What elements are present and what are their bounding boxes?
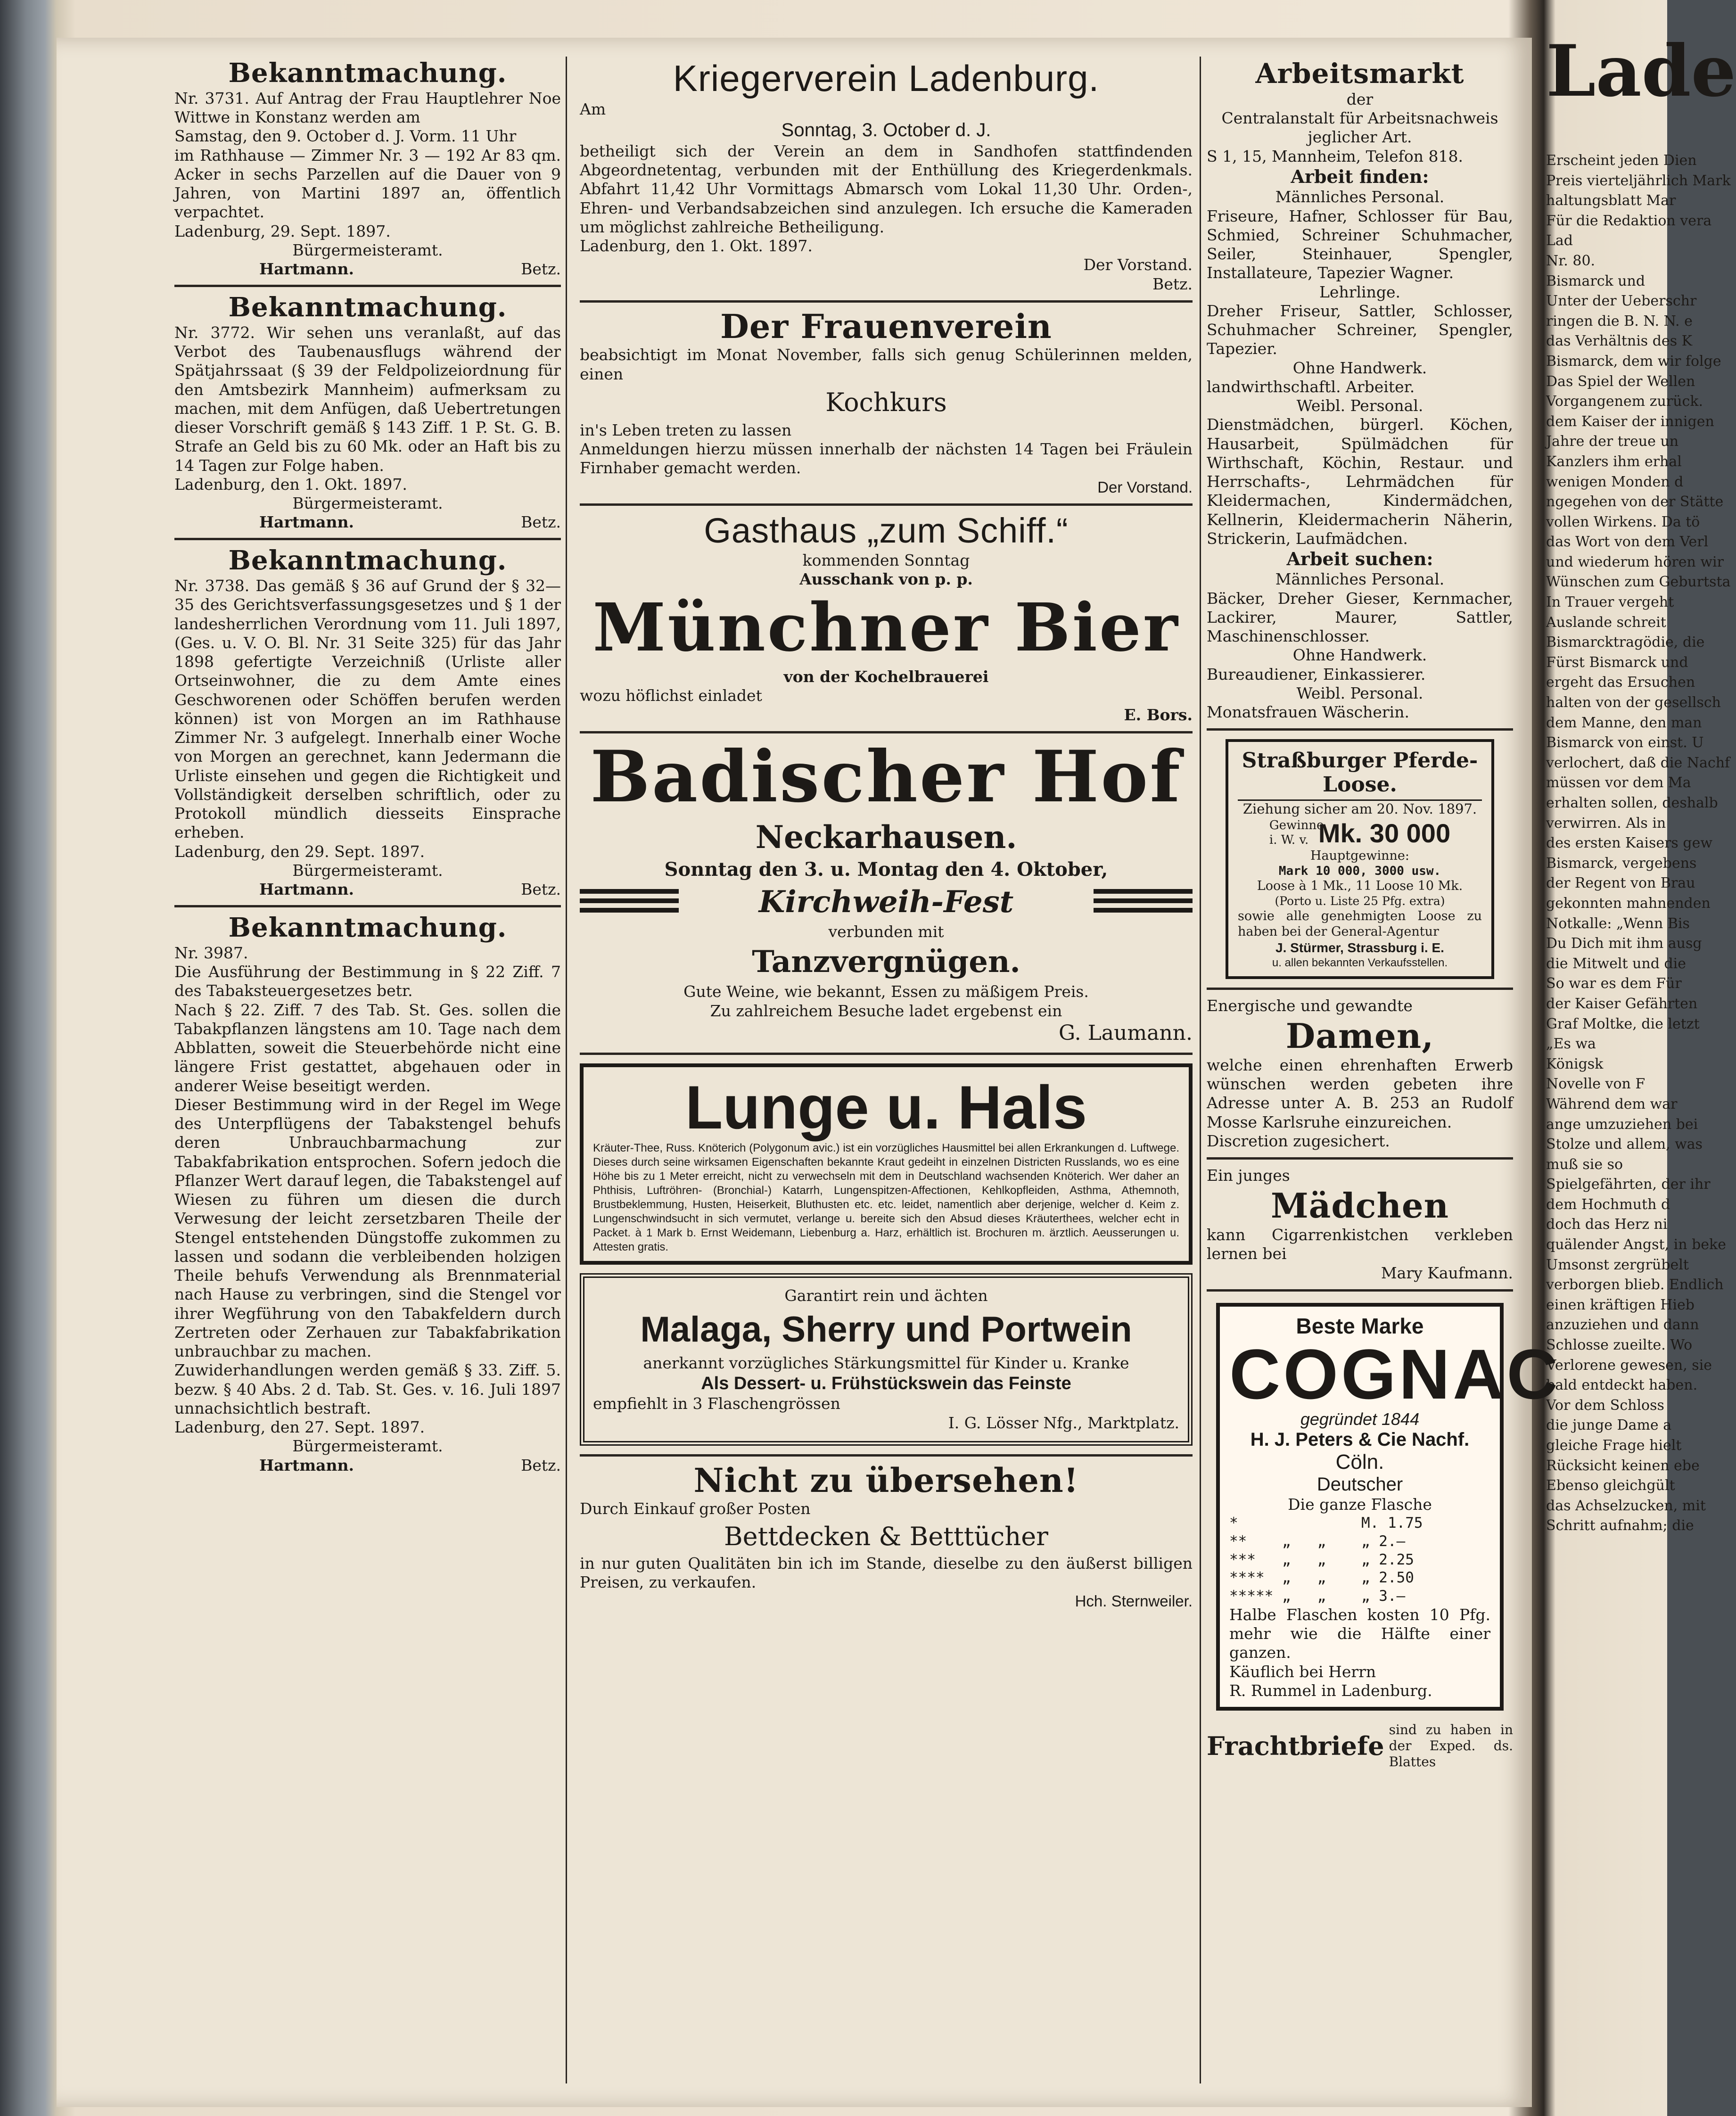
- frauen-body2: in's Leben treten zu lassen: [580, 420, 792, 439]
- next-page-line: ergeht das Ersuchen: [1546, 674, 1695, 691]
- next-page-line: gleiche Frage hielt: [1546, 1437, 1682, 1454]
- notice-text: Nach § 22. Ziff. 7 des Tab. St. Ges. sollen die Tabakpflanzen längstens am 10. Tage nach dem Abblatten, soweit die Steuerbehörde nicht eine längere Frist gestattet, abgehauen oder in anderer Weise beseitigt werden.: [174, 1000, 561, 1095]
- next-page-line: Du Dich mit ihm ausg: [1546, 935, 1702, 952]
- next-page-line: Jahre der treue un: [1546, 433, 1679, 450]
- next-page-line: ringen die B. N. N. e: [1546, 313, 1693, 329]
- divider: [1207, 728, 1513, 731]
- next-page-line: wenigen Monden d: [1546, 473, 1684, 490]
- next-page-line: Königsk: [1546, 1055, 1604, 1072]
- schiff-title: Gasthaus „zum Schiff.“: [704, 510, 1069, 550]
- fracht-word: Frachtbriefe: [1207, 1731, 1384, 1762]
- next-page-line: doch das Herz ni: [1546, 1216, 1668, 1233]
- damen-ad: [1207, 996, 1513, 1151]
- schiff-sign: E. Bors.: [1124, 705, 1193, 724]
- bekanntmachung-notice: [174, 59, 561, 278]
- notice-signature: [174, 880, 561, 898]
- schiff-l4: wozu höflichst einladet: [580, 686, 762, 705]
- next-page-line: Nr. 80.: [1546, 252, 1596, 269]
- arbeit-weibl2-list: Monatsfrauen Wäscherin.: [1207, 703, 1409, 722]
- badischer-date: Sonntag den 3. u. Montag den 4. Oktober,: [664, 858, 1108, 881]
- cognac-title: COGNAC: [1229, 1334, 1561, 1414]
- cognac-l2: Halbe Flaschen kosten 10 Pfg. mehr wie die Hälfte einer ganzen.: [1229, 1605, 1490, 1662]
- divider: [580, 731, 1193, 733]
- cognac-top: Beste Marke: [1296, 1313, 1424, 1338]
- next-page-line: dem Manne, den man: [1546, 714, 1702, 731]
- kirchweih-banner: [580, 881, 1193, 922]
- malaga-l4: empfiehlt in 3 Flaschengrössen: [593, 1394, 840, 1413]
- next-page-line: bald entdeckt haben.: [1546, 1377, 1698, 1394]
- notice-text: Zuwiderhandlungen werden gemäß § 33. Ziff. 5. bezw. § 40 Abs. 2 d. Tab. St. Ges. v. 16. Juli 1897 unnachsichtlich bestraft.: [174, 1361, 561, 1417]
- loose-l8: J. Stürmer, Strassburg i. E.: [1275, 940, 1444, 955]
- loose-amount-row: [1238, 818, 1482, 848]
- notice-text: im Rathhause — Zimmer Nr. 3 — 192 Ar 83 qm. Acker in sechs Parzellen auf die Dauer von 9 Jahren, von Martini 1897 an, öffentlich verpachtet.: [174, 146, 561, 222]
- arbeitsmarkt: [1207, 59, 1513, 722]
- next-page-line: Vorgangenem zurück.: [1546, 393, 1703, 410]
- next-page-line: Ebenso gleichgült: [1546, 1477, 1675, 1494]
- cognac-sign: R. Rummel in Ladenburg.: [1229, 1681, 1432, 1700]
- nicht-sign: Hch. Sternweiler.: [1075, 1592, 1193, 1610]
- pferde-loose-ad: [1226, 739, 1494, 979]
- malaga-ad: [580, 1273, 1193, 1446]
- divider: [174, 538, 561, 540]
- next-page-line: und wiederum hören wir: [1546, 553, 1724, 570]
- next-page-line: quälender Angst, in beke: [1546, 1236, 1726, 1253]
- next-page-line: Umsonst zergrübelt: [1546, 1256, 1689, 1273]
- krieger-body: betheiligt sich der Verein an dem in Sandhofen stattfindenden Abgeordnetentag, verbunden mit der Enthüllung des Kriegerdenkmals. Abfahrt 11,42 Uhr Vormittags Abmarsch vom Lokal 11,30 Uhr. Orden-, Ehren- und Verbandsabzeichen sind anzulegen. Ich ersuche die Kameraden um möglichst zahlreiche Betheiligung.: [580, 141, 1193, 236]
- column-rule-1: [566, 57, 567, 2083]
- cognac-l1: Die ganze Flasche: [1288, 1495, 1432, 1514]
- badischer-sign: G. Laumann.: [1059, 1021, 1193, 1045]
- maedchen-body: kann Cigarrenkistchen verkleben lernen bei: [1207, 1226, 1513, 1263]
- next-page-line: die junge Dame a: [1546, 1417, 1672, 1434]
- banner-bars-right: [1094, 889, 1193, 915]
- next-page-line: „Es wa: [1546, 1036, 1596, 1053]
- arbeit-title: Arbeitsmarkt: [1255, 58, 1464, 90]
- loose-title: Straßburger Pferde-Loose.: [1238, 749, 1482, 801]
- loose-l9: u. allen bekannten Verkaufsstellen.: [1272, 956, 1448, 969]
- badischer-hof-ad: [580, 735, 1193, 1046]
- notice-date: Ladenburg, den 27. Sept. 1897.: [174, 1418, 425, 1437]
- lunge-body: Kräuter-Thee, Russ. Knöterich (Polygonum avic.) ist ein vorzügliches Hausmittel bei allen Erkrankungen d. Luftwege. Dieses durch seine wirksamen Eigenschaften bekannte Kraut gedeiht in einzelnen Districten Russlands, wo es eine Höhe bis zu 1 Meter erreicht, nicht zu verwechseln mit dem in Deutschland wachsenden Knöterich. Wer daher an Phthisis, Luftröhren- (Bronchial-) Katarrh, Lungenspitzen-Affectionen, Kehlkopfleiden, Asthma, Athemnoth, Brustbeklemmung, Husten, Heiserkeit, Bluthusten etc. etc. leidet, namentlich aber derjenige, welcher d. Keim z. Lungenschwindsucht in sich vermutet, verlange u. bereite sich den Absud dieses Kräuterthees, welcher echt in Packet. à 1 Mark b. Ernst Weidemann, Liebenburg a. Harz, erhältlich ist. Brochuren m. ärztlich. Aeusserungen u. Attesten gratis.: [593, 1141, 1179, 1253]
- notice-text: Dieser Bestimmung wird in der Regel im Wege des Unterpflügens der Tabakstengel behufs deren Unbrauchbarmachung zur Tabakfabrikation entsprochen. Sofern jedoch die Pflanzer Wert darauf legen, die Tabakstengel auf Wiesen zu führen um diesen die durch Verwesung der leicht zersetzbaren Theile der Stengel entstehenden Düngstoffe zukommen zu lassen und sodann die verbleibenden holzigen Theile behufs Verwendung als Brennmaterial nach Hause zu verbringen, sind die Stengel vor ihrer Wegführung von den Tabakfeldern durch Zertreten oder Zerhauen zur Tabakfabrikation unbrauchbar zu machen.: [174, 1095, 561, 1361]
- next-page-line: Verlorene gewesen, sie: [1546, 1357, 1712, 1374]
- next-page-line: Während dem war: [1546, 1095, 1678, 1112]
- malaga-l2: anerkannt vorzügliches Stärkungsmittel für Kinder u. Kranke: [643, 1353, 1129, 1372]
- arbeit-ohne2-list: Bureaudiener, Einkassierer.: [1207, 665, 1426, 683]
- maedchen-title: Mädchen: [1270, 1186, 1449, 1226]
- next-page-line: Unter der Ueberschr: [1546, 293, 1697, 310]
- badischer-l3: Zu zahlreichem Besuche ladet ergebenst ein: [710, 1001, 1062, 1020]
- next-page-line: Bismarcktragödie, die: [1546, 634, 1705, 651]
- notice-signature: [174, 260, 561, 278]
- column-rule-2: [1200, 57, 1201, 2083]
- divider: [1207, 1289, 1513, 1292]
- next-page-line: verwirren. Als in: [1546, 815, 1666, 832]
- notice-signer: Hartmann.: [259, 1456, 354, 1474]
- next-page-line: Rücksicht keinen ebe: [1546, 1457, 1700, 1474]
- cognac-l3: Käuflich bei Herrn: [1229, 1662, 1376, 1681]
- notice-text: Nr. 3731. Auf Antrag der Frau Hauptlehrer Noe Wittwe in Konstanz werden am: [174, 89, 561, 127]
- notice-text: Nr. 3738. Das gemäß § 36 auf Grund der § 32—35 des Gerichtsverfassungsgesetzes und § 1 der landesherrlichen Verordnung vom 11. Juli 1897, (Ges. u. V. O. Bl. Nr. 31 Seite 325) für das Jahr 1898 gefertigte Verzeichniß (Urliste aller Ortseinwohner, die zu dem Amte eines Geschworenen oder Schöffen berufen werden können) ist von Morgen an im Rathhause Zimmer Nr. 3 aufgelegt. Innerhalb einer Woche von Morgen an gerechnet, kann Jedermann die Urliste einsehen und gegen die Richtigkeit und Vollständigkeit derselben schriftlich, oder zu Protokoll mündlich diesseits Einsprache erheben.: [174, 576, 561, 842]
- next-page-line: Erscheint jeden Dien: [1546, 152, 1697, 169]
- arbeit-weibl: Weibl. Personal.: [1296, 396, 1423, 415]
- arbeit-lehr-list: Dreher Friseur, Sattler, Schlosser, Schuhmacher Schreiner, Spengler, Tapezier.: [1207, 301, 1513, 358]
- bekanntmachung-notice: [174, 914, 561, 1474]
- next-page-line: Wünschen zum Geburtsta: [1546, 574, 1731, 591]
- krieger-title: Kriegerverein Ladenburg.: [673, 58, 1100, 99]
- schiff-l3: von der Kochelbrauerei: [783, 667, 989, 686]
- cognac-price-row: **** „ „ „ 2.50: [1229, 1569, 1414, 1587]
- next-page-line: Fürst Bismarck und: [1546, 654, 1688, 671]
- notice-title: Bekanntmachung.: [228, 58, 507, 89]
- malaga-l3: Als Dessert- u. Frühstückswein das Feinste: [701, 1374, 1071, 1394]
- divider: [1207, 988, 1513, 990]
- cognac-ad: [1216, 1303, 1561, 1711]
- loose-l3: Hauptgewinne:: [1310, 848, 1410, 863]
- maedchen-ad: [1207, 1166, 1513, 1283]
- arbeit-m2: Männliches Personal.: [1275, 570, 1445, 589]
- malaga-title: Malaga, Sherry und Portwein: [640, 1309, 1132, 1350]
- next-page-line: Stolze und allem, was: [1546, 1136, 1703, 1153]
- notice-title: Bekanntmachung.: [228, 545, 507, 576]
- badischer-l2: Gute Weine, wie bekannt, Essen zu mäßigem Preis.: [683, 982, 1089, 1001]
- maedchen-sign: Mary Kaufmann.: [1381, 1263, 1513, 1282]
- next-page-line: Graf Moltke, die letzt: [1546, 1015, 1700, 1032]
- next-page-line: Spielgefährten, der ihr: [1546, 1176, 1711, 1193]
- schiff-ad: [580, 512, 1193, 725]
- next-page-line: dem Hochmuth d: [1546, 1196, 1670, 1213]
- schiff-l1: kommenden Sonntag: [802, 551, 970, 569]
- notice-text: Die Ausführung der Bestimmung in § 22 Ziff. 7 des Tabaksteuergesetzes betr.: [174, 963, 561, 1000]
- malaga-sign: I. G. Lösser Nfg., Marktplatz.: [948, 1413, 1179, 1432]
- damen-l2: Discretion zugesichert.: [1207, 1131, 1390, 1150]
- notice-office: Bürgermeisteramt.: [292, 861, 443, 880]
- malaga-l1: Garantirt rein und ächten: [784, 1286, 988, 1305]
- next-page-line: müssen vor dem Ma: [1546, 774, 1691, 791]
- arbeit-lehr: Lehrlinge.: [1319, 282, 1400, 301]
- next-page-line: In Trauer vergeht: [1546, 594, 1674, 611]
- divider: [174, 905, 561, 907]
- divider: [1207, 1157, 1513, 1160]
- notice-text: Nr. 3987.: [174, 943, 248, 962]
- notice-clerk: Betz.: [521, 513, 561, 532]
- frauen-body3: Anmeldungen hierzu müssen innerhalb der nächsten 14 Tagen bei Fräulein Firnhaber gemacht werden.: [580, 440, 1193, 478]
- badischer-l1: verbunden mit: [828, 922, 944, 941]
- arbeit-finden: Arbeit finden:: [1291, 165, 1429, 187]
- frauen-sign: Der Vorstand.: [1097, 478, 1193, 496]
- next-page-line: der Kaiser Gefährten: [1546, 995, 1698, 1012]
- cognac-price-row: ***** „ „ „ 3.—: [1229, 1588, 1406, 1605]
- arbeit-l1: der: [1346, 90, 1374, 108]
- next-page-line: verborgen blieb. Endlich: [1546, 1276, 1724, 1293]
- arbeit-m1-list: Friseure, Hafner, Schlosser für Bau, Schmied, Schreiner Schuhmacher, Seiler, Steinhauer, Spengler, Installateure, Tapezier Wagner.: [1207, 206, 1513, 282]
- krieger-am: Am: [580, 99, 606, 118]
- next-page-line: das Wort von dem Verl: [1546, 534, 1709, 551]
- badischer-title: Badischer Hof: [590, 735, 1182, 818]
- nicht-uebersehen-ad: [580, 1460, 1193, 1611]
- schiff-beer: Münchner Bier: [592, 589, 1180, 667]
- next-page-edge: [1537, 0, 1736, 2116]
- loose-l4: Mark 10 000, 3000 usw.: [1278, 864, 1441, 878]
- next-page-line: gekonnten mahnenden: [1546, 895, 1711, 912]
- damen-body: welche einen ehrenhaften Erwerb wünschen werden gebeten ihre Adresse unter A. B. 253 an Rudolf Mosse Karlsruhe einzureichen.: [1207, 1055, 1513, 1131]
- next-page-line: muß sie so: [1546, 1156, 1623, 1173]
- arbeit-weibl2: Weibl. Personal.: [1296, 683, 1423, 702]
- badischer-dance: Tanzvergnügen.: [752, 944, 1020, 980]
- divider: [580, 1053, 1193, 1055]
- next-page-line: Bismarck, dem wir folge: [1546, 353, 1721, 370]
- loose-l5: Loose à 1 Mk., 11 Loose 10 Mk.: [1257, 879, 1463, 894]
- loose-l6: (Porto u. Liste 25 Pfg. extra): [1275, 894, 1445, 908]
- notice-date: Ladenburg, den 1. Okt. 1897.: [174, 475, 407, 494]
- cognac-founded: gegründet 1844: [1300, 1409, 1420, 1429]
- maedchen-l1: Ein junges: [1207, 1166, 1290, 1185]
- next-page-line: Lade: [1546, 30, 1736, 113]
- next-page-line: Vor dem Schloss: [1546, 1397, 1664, 1414]
- next-page-line: das Verhältnis des K: [1546, 333, 1693, 350]
- krieger-sign1: Der Vorstand.: [1083, 255, 1193, 274]
- next-page-line: verlochert, daß die Nachf: [1546, 754, 1730, 771]
- next-page-line: Bismarck und: [1546, 272, 1645, 289]
- loose-l2a: Gewinne i. W. v.: [1269, 818, 1324, 848]
- notice-date: Ladenburg, 29. Sept. 1897.: [174, 222, 391, 240]
- next-page-line: Schlosse zueilte. Wo: [1546, 1337, 1693, 1354]
- frauen-title: Der Frauenverein: [720, 306, 1052, 346]
- nicht-goods: Bettdecken & Betttücher: [724, 1521, 1048, 1551]
- krieger-sign2: Betz.: [1152, 274, 1193, 293]
- arbeit-weibl-list: Dienstmädchen, bürgerl. Köchen, Hausarbeit, Spülmädchen für Wirthschaft, Köchin, Restaur. und Herrschafts-, Lehrmädchen für Kleidermachen, Kindermädchen, Kellnerin, Kleidermacherin Näherin, Strickerin, Laufmädchen.: [1207, 415, 1513, 548]
- next-page-line: das Achselzucken, mit: [1546, 1497, 1706, 1514]
- cognac-price-row: *** „ „ „ 2.25: [1229, 1551, 1414, 1568]
- notice-office: Bürgermeisteramt.: [292, 240, 443, 259]
- next-page-line: Preis vierteljährlich Mark: [1546, 172, 1731, 189]
- bekanntmachung-notice: [174, 547, 561, 898]
- lunge-title: Lunge u. Hals: [685, 1072, 1087, 1142]
- next-page-line: erhalten sollen, deshalb: [1546, 795, 1718, 811]
- loose-amount: Mk. 30 000: [1318, 818, 1451, 848]
- lunge-hals-ad: [580, 1063, 1193, 1265]
- arbeit-l2: Centralanstalt für Arbeitsnachweis: [1221, 109, 1498, 128]
- arbeit-suchen: Arbeit suchen:: [1286, 548, 1433, 569]
- arbeit-ohne2: Ohne Handwerk.: [1292, 646, 1427, 665]
- divider: [580, 1454, 1193, 1457]
- bekanntmachung-notice: [174, 294, 561, 531]
- schiff-l2: Ausschank von p. p.: [799, 569, 973, 588]
- notice-text: Samstag, den 9. October d. J. Vorm. 11 Uhr: [174, 127, 517, 146]
- next-page-line: Novelle von F: [1546, 1076, 1645, 1093]
- divider: [580, 300, 1193, 303]
- next-page-line: So war es dem Für: [1546, 975, 1682, 992]
- nicht-l1: Durch Einkauf großer Posten: [580, 1499, 811, 1518]
- damen-title: Damen,: [1285, 1016, 1434, 1056]
- arbeit-m2-list: Bäcker, Dreher Gieser, Kernmacher, Lackirer, Maurer, Sattler, Maschinenschlosser.: [1207, 589, 1513, 646]
- column-labour-market: [1207, 57, 1561, 1770]
- notice-signer: Hartmann.: [259, 513, 354, 532]
- next-page-line: Lad: [1546, 232, 1573, 249]
- next-page-line: vollen Wirkens. Da tö: [1546, 513, 1700, 530]
- loose-l1: Ziehung sicher am 20. Nov. 1897.: [1242, 801, 1477, 817]
- notice-title: Bekanntmachung.: [228, 912, 507, 944]
- next-page-line: Das Spiel der Wellen: [1546, 373, 1695, 390]
- next-page-line: halten von der gesellsch: [1546, 694, 1721, 711]
- next-page-line: dem Kaiser der innigen: [1546, 413, 1714, 430]
- cognac-price-list: [1229, 1514, 1490, 1606]
- notice-clerk: Betz.: [521, 1456, 561, 1474]
- next-page-line: des ersten Kaisers gew: [1546, 835, 1712, 852]
- next-page-line: anzuziehen und dann: [1546, 1317, 1699, 1334]
- cognac-price-row: ** „ „ „ 2.—: [1229, 1532, 1406, 1550]
- column-advertisements: [580, 57, 1193, 1611]
- notice-text: Nr. 3772. Wir sehen uns veranlaßt, auf das Verbot des Taubenausflugs während der Spätjahrssaat (§ 39 der Feldpolizeiordnung für den Amtsbezirk Mannheim) aufmerksam zu machen, mit dem Anfügen, daß Uebertretungen dieser Vorschrift gemäß § 143 Ziff. 1 P. St. G. B. Strafe an Geld bis zu 60 Mk. oder an Haft bis zu 14 Tagen zur Folge haben.: [174, 323, 561, 475]
- krieger-notice: [580, 59, 1193, 294]
- divider: [174, 285, 561, 287]
- notice-clerk: Betz.: [521, 260, 561, 279]
- arbeit-ohne: Ohne Handwerk.: [1292, 358, 1427, 377]
- next-page-line: ange umzuziehen bei: [1546, 1116, 1698, 1133]
- cognac-price-row: * M. 1.75: [1229, 1515, 1423, 1532]
- next-page-line: Notkalle: „Wenn Bis: [1546, 915, 1690, 932]
- next-page-line: Bismarck, vergebens: [1546, 855, 1697, 872]
- notice-clerk: Betz.: [521, 880, 561, 899]
- notice-title: Bekanntmachung.: [228, 292, 507, 323]
- next-page-line: einen kräftigen Hieb: [1546, 1296, 1695, 1313]
- notice-date: Ladenburg, den 29. Sept. 1897.: [174, 842, 425, 861]
- krieger-date: Sonntag, 3. October d. J.: [781, 120, 991, 141]
- arbeit-l3: jeglicher Art.: [1308, 128, 1412, 147]
- notice-signer: Hartmann.: [259, 880, 354, 899]
- fracht-rest: sind zu haben in der Exped. ds. Blattes: [1389, 1722, 1513, 1770]
- arbeit-ohne-list: landwirthschaftl. Arbeiter.: [1207, 377, 1415, 396]
- column-official-notices: [174, 57, 561, 1474]
- arbeit-m1: Männliches Personal.: [1275, 188, 1445, 206]
- frauen-course: Kochkurs: [825, 387, 947, 417]
- damen-l1: Energische und gewandte: [1207, 996, 1413, 1015]
- next-page-line: der Regent von Brau: [1546, 875, 1695, 892]
- next-page-line: Schritt aufnahm; die: [1546, 1517, 1694, 1534]
- next-page-line: Für die Redaktion vera: [1546, 212, 1712, 229]
- badischer-place: Neckarhausen.: [755, 819, 1017, 856]
- badischer-event: Kirchweih-Fest: [758, 884, 1014, 920]
- next-page-line: Kanzlers ihm erhal: [1546, 453, 1682, 470]
- next-page-line: die Mitwelt und die: [1546, 955, 1687, 972]
- next-page-line: haltungsblatt Mar: [1546, 192, 1676, 209]
- loose-l7: sowie alle genehmigten Loose zu haben bei der General-Agentur: [1238, 908, 1482, 939]
- next-page-line: Bismarck von einst. U: [1546, 734, 1704, 751]
- divider: [580, 503, 1193, 506]
- cognac-city: Cöln.: [1335, 1450, 1384, 1474]
- frauenverein-notice: [580, 306, 1193, 497]
- notice-signature: [174, 1456, 561, 1474]
- frauen-body1: beabsichtigt im Monat November, falls sich genug Schülerinnen melden, einen: [580, 346, 1193, 383]
- notice-signature: [174, 513, 561, 531]
- nicht-l2: in nur guten Qualitäten bin ich im Stande, dieselbe zu den äußerst billigen Preisen, zu verkaufen.: [580, 1554, 1193, 1591]
- cognac-firm: H. J. Peters & Cie Nachf.: [1250, 1429, 1470, 1450]
- frachtbriefe-ad: [1207, 1722, 1513, 1770]
- next-page-line: Auslande schreit: [1546, 614, 1666, 631]
- krieger-place: Ladenburg, den 1. Okt. 1897.: [580, 237, 813, 255]
- cognac-kind: Deutscher: [1316, 1474, 1403, 1495]
- notice-office: Bürgermeisteramt.: [292, 494, 443, 513]
- nicht-title: Nicht zu übersehen!: [693, 1460, 1079, 1500]
- next-page-line: ngegehen von der Stätte: [1546, 494, 1724, 510]
- arbeit-l4: S 1, 15, Mannheim, Telefon 818.: [1207, 147, 1463, 165]
- banner-bars-left: [580, 889, 679, 915]
- notice-office: Bürgermeisteramt.: [292, 1437, 443, 1456]
- notice-signer: Hartmann.: [259, 260, 354, 279]
